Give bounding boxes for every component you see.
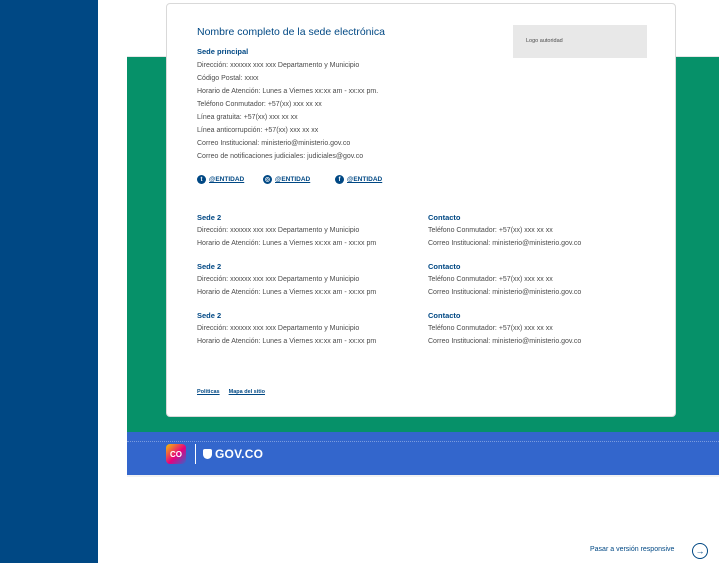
facebook-icon: f <box>335 175 344 184</box>
branch-contact <box>428 311 581 348</box>
branch-hours: Horario de Atención: Lunes a Viernes xx:xx am - xx:xx pm <box>197 240 377 247</box>
responsive-version-link[interactable]: Pasar a versión responsive <box>590 546 675 553</box>
branch-office <box>197 311 376 348</box>
branch-title: Sede 2 <box>197 311 222 320</box>
branch-hours: Horario de Atención: Lunes a Viernes xx:xx am - xx:xx pm <box>197 289 377 296</box>
main-office-email: Correo Institucional: ministerio@ministerio.gov.co <box>197 140 351 147</box>
authority-logo <box>513 25 647 58</box>
branch-hours: Horario de Atención: Lunes a Viernes xx:xx am - xx:xx pm <box>197 338 377 345</box>
main-office-judicial-email: Correo de notificaciones judiciales: judiciales@gov.co <box>197 153 364 160</box>
main-office-title: Sede principal <box>197 47 249 56</box>
main-office-postal-code: Código Postal: xxxx <box>197 75 259 82</box>
branch-address: Dirección: xxxxxx xxx xxx Departamento y Municipio <box>197 227 360 234</box>
social-link-instagram[interactable] <box>263 175 310 184</box>
govco-logo[interactable] <box>166 444 263 464</box>
social-link-label: @ENTIDAD <box>275 176 311 183</box>
branch-contact-email: Correo Institucional: ministerio@ministerio.gov.co <box>428 240 582 247</box>
branch-contact-email: Correo Institucional: ministerio@ministerio.gov.co <box>428 338 582 345</box>
twitter-icon: t <box>197 175 206 184</box>
footer-card <box>166 3 676 417</box>
govco-logo-divider <box>195 444 196 464</box>
branch-address: Dirección: xxxxxx xxx xxx Departamento y Municipio <box>197 276 360 283</box>
footer-links <box>197 389 265 395</box>
govco-bar-divider <box>127 441 719 442</box>
social-link-facebook[interactable] <box>335 175 382 184</box>
social-link-label: @ENTIDAD <box>347 176 383 183</box>
instagram-icon: ◎ <box>264 177 271 183</box>
branch-address: Dirección: xxxxxx xxx xxx Departamento y Municipio <box>197 325 360 332</box>
branch-contact-phone: Teléfono Conmutador: +57(xx) xxx xx xx <box>428 276 553 283</box>
branch-contact-title: Contacto <box>428 311 461 320</box>
branch-contact-title: Contacto <box>428 213 461 222</box>
branch-title: Sede 2 <box>197 262 222 271</box>
main-office-address: Dirección: xxxxxx xxx xxx Departamento y Municipio <box>197 62 360 69</box>
main-office-phone: Teléfono Conmutador: +57(xx) xxx xx xx <box>197 101 322 108</box>
main-office-hours: Horario de Atención: Lunes a Viernes xx:xx am - xx:xx pm. <box>197 88 379 95</box>
social-link-label: @ENTIDAD <box>209 176 245 183</box>
main-office-toll-free: Línea gratuita: +57(xx) xxx xx xx <box>197 114 298 121</box>
branch-contact-phone: Teléfono Conmutador: +57(xx) xxx xx xx <box>428 325 553 332</box>
branch-contact-email: Correo Institucional: ministerio@ministerio.gov.co <box>428 289 582 296</box>
branch-contact <box>428 262 581 299</box>
main-office <box>197 47 378 163</box>
co-brand-icon: CO <box>166 444 186 464</box>
social-links <box>197 175 497 187</box>
arrow-right-circle-icon[interactable]: → <box>692 543 708 559</box>
entity-name: Nombre completo de la sede electrónica <box>197 26 385 38</box>
branch-contact-title: Contacto <box>428 262 461 271</box>
policies-link[interactable]: Políticas <box>197 389 220 395</box>
sitemap-link[interactable]: Mapa del sitio <box>228 389 265 395</box>
branch-office <box>197 262 376 299</box>
branch-office <box>197 213 376 250</box>
branch-title: Sede 2 <box>197 213 222 222</box>
govco-wordmark: GOV.CO <box>215 447 264 461</box>
main-office-anticorruption: Línea anticorrupción: +57(xx) xxx xx xx <box>197 127 319 134</box>
branch-contact-phone: Teléfono Conmutador: +57(xx) xxx xx xx <box>428 227 553 234</box>
colombia-shield-icon <box>203 449 212 459</box>
social-link-twitter[interactable] <box>197 175 244 184</box>
authority-logo-label: Logo autoridad <box>526 38 563 44</box>
left-sidebar-bar <box>0 0 98 563</box>
branch-contact <box>428 213 581 250</box>
